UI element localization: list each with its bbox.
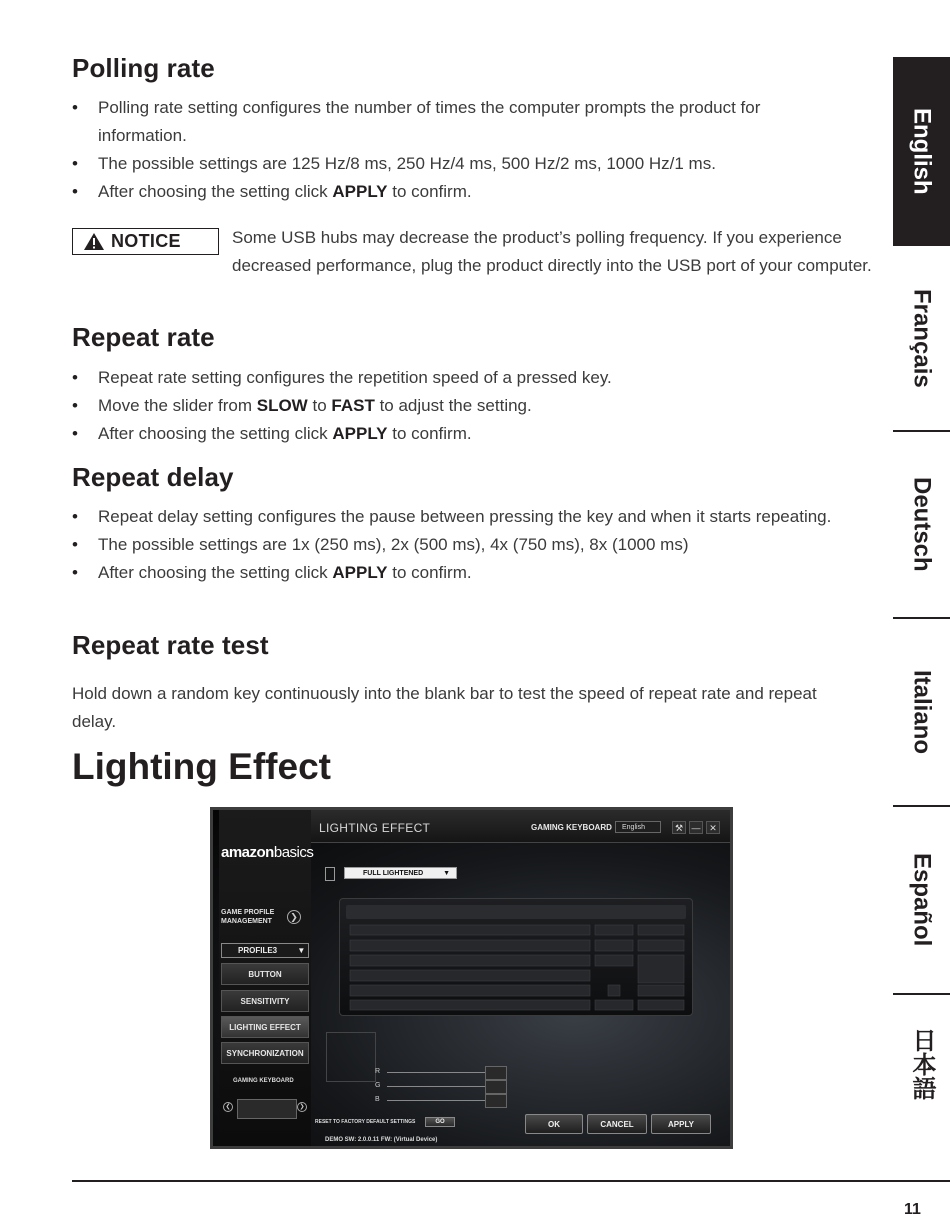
version-text: DEMO SW: 2.0.0.11 FW: (Virtual Device): [325, 1137, 438, 1143]
list-item: • The possible settings are 1x (250 ms), 2x (500 ms), 4x (750 ms), 8x (1000 ms): [72, 531, 842, 559]
page-number: 11: [904, 1201, 921, 1218]
menu-sensitivity[interactable]: SENSITIVITY: [221, 990, 309, 1012]
apply-keyword: APPLY: [332, 424, 388, 443]
color-swatch-grid[interactable]: [326, 1032, 376, 1082]
language-tabs: [893, 57, 950, 1132]
software-window-title: LIGHTING EFFECT: [319, 821, 431, 835]
mode-checkbox[interactable]: [325, 867, 335, 881]
amazonbasics-logo: amazonbasics: [221, 844, 314, 861]
tab-label: Italiano: [908, 669, 936, 754]
tab-japanese[interactable]: [893, 995, 950, 1132]
tab-label: 日本語: [908, 1027, 935, 1100]
close-icon[interactable]: ✕: [706, 821, 720, 834]
tab-label: Español: [908, 853, 936, 947]
bullet-text: After choosing the setting click: [98, 182, 328, 201]
list-item: [72, 559, 842, 587]
blue-label: B: [375, 1096, 380, 1103]
chevron-right-icon[interactable]: ❯: [297, 1102, 307, 1112]
keyboard-image: [339, 898, 693, 1016]
tab-espanol[interactable]: [893, 807, 950, 993]
fast-keyword: FAST: [331, 396, 375, 415]
sidebar-device-label: GAMING KEYBOARD: [233, 1078, 294, 1084]
cancel-button[interactable]: CANCEL: [587, 1114, 647, 1134]
list-item: • Repeat rate setting configures the repetition speed of a pressed key.: [72, 364, 842, 392]
list-item: [72, 420, 842, 448]
repeat-delay-bullets: [72, 503, 842, 587]
notice-text: Some USB hubs may decrease the product’s polling frequency. If you experience decreased performance, plug the product directly into the USB port of your computer.: [232, 228, 872, 275]
red-value[interactable]: [485, 1066, 507, 1080]
profile-select[interactable]: PROFILE3 ▼: [221, 943, 309, 958]
chevron-down-icon: ▼: [443, 870, 451, 877]
tab-label: Deutsch: [908, 477, 936, 572]
keyboard-keys: [340, 899, 692, 1015]
menu-lighting-effect[interactable]: LIGHTING EFFECT: [221, 1016, 309, 1038]
bullet-text: to adjust the setting.: [379, 396, 532, 415]
keyboard-thumbnail: [237, 1099, 297, 1119]
tab-label: Français: [908, 288, 936, 388]
section-title-polling-rate: Polling rate: [72, 53, 215, 83]
green-slider[interactable]: [387, 1086, 485, 1087]
chevron-left-icon[interactable]: ❮: [223, 1102, 233, 1112]
language-select[interactable]: English: [615, 821, 661, 833]
bullet-text: to confirm.: [392, 424, 472, 443]
polling-rate-bullets: [72, 94, 842, 206]
notice-label: NOTICE: [111, 231, 181, 251]
chevron-down-icon: ▼: [297, 946, 306, 955]
bullet-text: After choosing the setting click: [98, 563, 328, 582]
device-label: GAMING KEYBOARD: [531, 823, 612, 832]
notice-badge: [72, 228, 219, 255]
list-item: [72, 178, 842, 206]
footer-rule: [72, 1180, 950, 1182]
bullet-text: to confirm.: [392, 563, 472, 582]
game-profile-management-label: GAME PROFILE MANAGEMENT: [221, 909, 275, 925]
tab-label: English: [908, 108, 936, 195]
bullet-text: to confirm.: [392, 182, 472, 201]
tab-deutsch[interactable]: [893, 432, 950, 617]
slow-keyword: SLOW: [256, 396, 308, 415]
bullet-text: to: [312, 396, 327, 415]
section-title-repeat-rate: Repeat rate: [72, 322, 215, 352]
tab-francais[interactable]: [893, 246, 950, 430]
section-title-repeat-rate-test: Repeat rate test: [72, 630, 269, 660]
apply-button[interactable]: APPLY: [651, 1114, 711, 1134]
tab-english[interactable]: [893, 57, 950, 246]
red-label: R: [375, 1068, 381, 1075]
warning-icon: [83, 232, 105, 251]
repeat-rate-test-text: Hold down a random key continuously into the blank bar to test the speed of repeat rate and repeat delay.: [72, 684, 817, 731]
list-item: • The possible settings are 125 Hz/8 ms, 250 Hz/4 ms, 500 Hz/2 ms, 1000 Hz/1 ms.: [72, 150, 842, 178]
go-button[interactable]: GO: [425, 1117, 455, 1127]
minimize-icon[interactable]: —: [689, 821, 703, 834]
lighting-mode-select[interactable]: FULL LIGHTENED ▼: [344, 867, 457, 879]
ok-button[interactable]: OK: [525, 1114, 583, 1134]
apply-keyword: APPLY: [332, 563, 388, 582]
wrench-icon[interactable]: ⚒: [672, 821, 686, 834]
blue-slider[interactable]: [387, 1100, 485, 1101]
green-value[interactable]: [485, 1080, 507, 1094]
menu-synchronization[interactable]: SYNCHRONIZATION: [221, 1042, 309, 1064]
bullet-text: After choosing the setting click: [98, 424, 328, 443]
list-item: • Polling rate setting configures the number of times the computer prompts the product for information.: [72, 94, 842, 150]
reset-label: RESET TO FACTORY DEFAULT SETTINGS: [315, 1119, 416, 1125]
tab-italiano[interactable]: [893, 619, 950, 805]
repeat-rate-bullets: [72, 364, 842, 448]
green-label: G: [375, 1082, 381, 1089]
chevron-right-icon[interactable]: ❯: [287, 910, 301, 924]
section-title-lighting-effect: Lighting Effect: [72, 746, 331, 787]
menu-button[interactable]: BUTTON: [221, 963, 309, 985]
section-title-repeat-delay: Repeat delay: [72, 462, 234, 492]
red-slider[interactable]: [387, 1072, 485, 1073]
software-screenshot: [210, 807, 733, 1149]
blue-value[interactable]: [485, 1094, 507, 1108]
list-item: [72, 392, 842, 420]
list-item: • Repeat delay setting configures the pause between pressing the key and when it starts repeating.: [72, 503, 842, 531]
apply-keyword: APPLY: [332, 182, 388, 201]
bullet-text: Move the slider from: [98, 396, 252, 415]
